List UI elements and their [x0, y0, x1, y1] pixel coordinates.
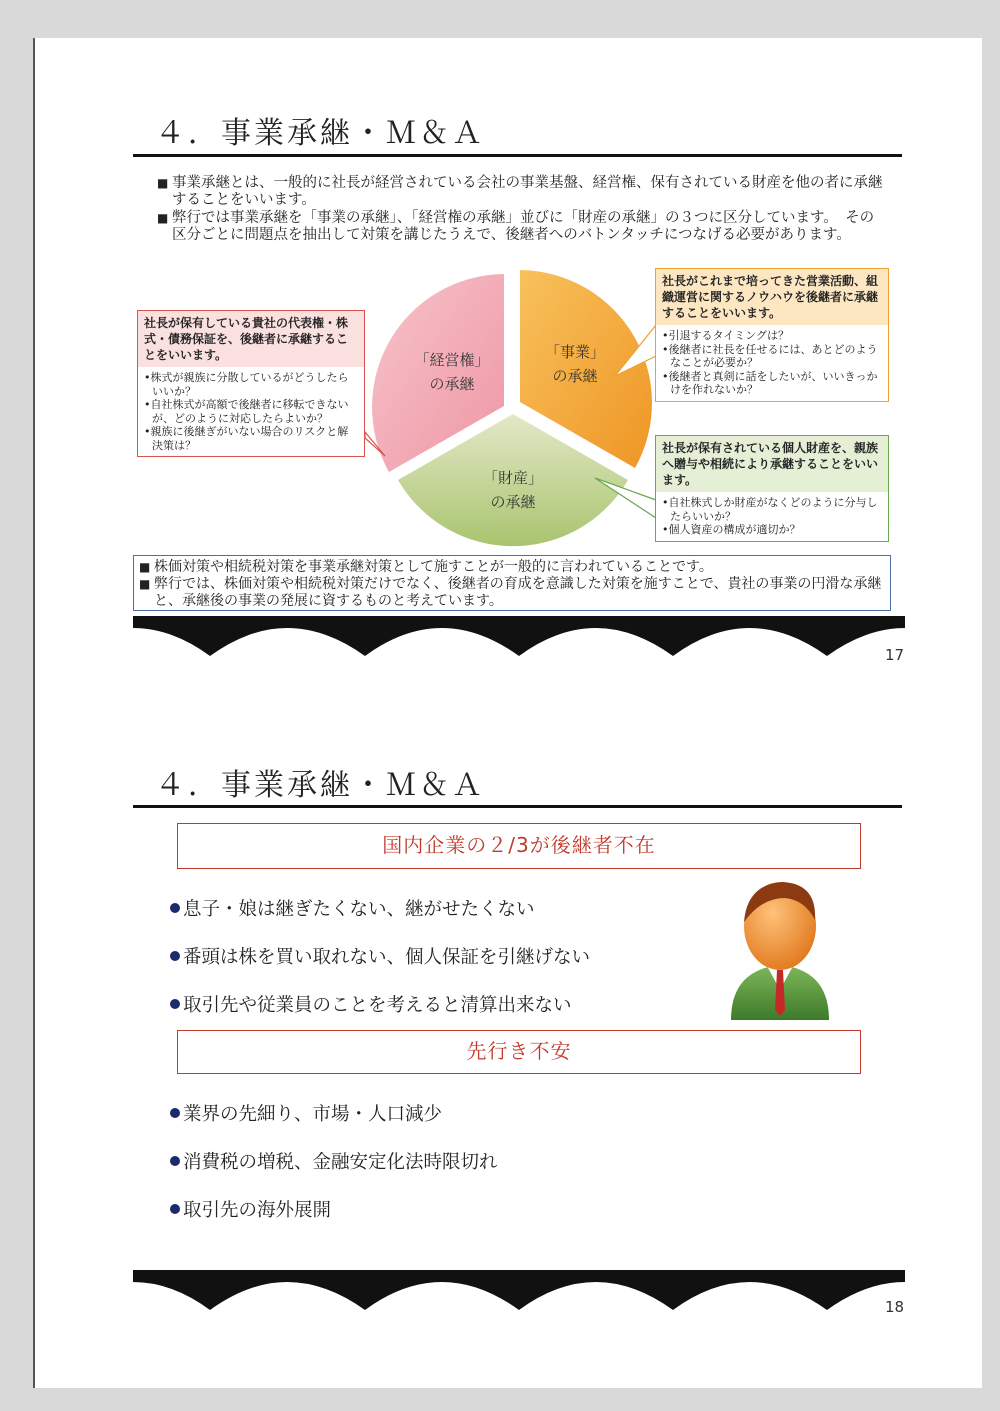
reason-item-3: 取引先や従業員のことを考えると清算出来ない — [170, 991, 572, 1017]
slide1-intro-2: ■ 弊行では事業承継を「事業の承継」、「経営権の承継」並びに「財産の承継」の３つに区分しています。 その区分ごとに問題点を抽出して対策を講じたうえで、後継者へのバトンタッチにつなげる必要があります。 — [157, 210, 875, 243]
slide2-title-rule — [133, 805, 902, 808]
bullet-dot-icon — [170, 1156, 180, 1166]
assets-issue-list — [656, 492, 888, 541]
reason-item-2: 番頭は株を買い取れない、個人保証を引継げない — [170, 943, 590, 969]
square-bullet-icon: ■ — [139, 560, 151, 574]
slide2-scalloped-footer — [133, 1270, 905, 1320]
square-bullet-icon: ■ — [157, 211, 169, 225]
reason-item-1: 息子・娘は継ぎたくない、継がせたくない — [170, 895, 535, 921]
list-item: •後継者に社長を任せるには、あとどのようなことが必要か？ — [662, 342, 878, 369]
uncertainty-item-2: 消費税の増税、金融安定化法時限切れ — [170, 1148, 498, 1174]
bullet-dot-icon — [170, 1108, 180, 1118]
summary-line-1: ■ 株価対策や相続税対策を事業承継対策として施すことが一般的に言われていることです。 — [139, 559, 713, 575]
businessman-icon — [725, 870, 835, 1025]
management-issue-list — [138, 367, 364, 456]
uncertainty-item-1: 業界の先細り、市場・人口減少 — [170, 1100, 442, 1126]
list-item: •引退するタイミングは？ — [662, 329, 790, 342]
pie-label-business: 「事業」 の承継 — [544, 343, 605, 385]
bullet-dot-icon — [170, 1204, 180, 1214]
list-item: •自社株式しか財産がなくどのように分与したらいいか？ — [662, 496, 878, 523]
bullet-dot-icon — [170, 903, 180, 913]
page-number-17: 17 — [885, 646, 905, 664]
slide1-summary-box — [133, 555, 891, 611]
slide2-title: ４．事業承継・Ｍ＆Ａ — [155, 768, 485, 803]
pie-label-assets: 「財産」 の承継 — [482, 469, 543, 511]
successor-absence-box: 国内企業の２/3が後継者不在 — [177, 823, 861, 869]
list-item: •個人資産の構成が適切か？ — [662, 523, 801, 536]
summary-line-2: ■ 弊行では、株価対策や相続税対策だけでなく、後継者の育成を意識した対策を施すことで、貴社の事業の円滑な承継と、承継後の事業の発展に資するものと考えています。 — [139, 576, 882, 609]
page-number-18: 18 — [885, 1298, 905, 1316]
square-bullet-icon: ■ — [139, 577, 151, 591]
slide1-intro-1: ■ 事業承継とは、一般的に社長が経営されている会社の事業基盤、経営権、保有されている財産を他の者に承継することをいいます。 — [157, 175, 883, 208]
list-item: •後継者と真剣に話をしたいが、いいきっかけを作れないか？ — [662, 369, 878, 396]
management-callout-box: 社長が保有している貴社の代表権・株式・債務保証を、後継者に承継することをいいます。 •株式が親族に分散しているがどうしたらいいか？ •自社株式が高額で後継者に移転できないが、どのように対応したらよいか？ •親族に後継ぎがいない場合のリスクと解決策は？ — [137, 310, 365, 457]
uncertainty-item-3: 取引先の海外展開 — [170, 1196, 331, 1222]
assets-callout-box: 社長が保有されている個人財産を、親族へ贈与や相続により承継することをいいます。 •自社株式しか財産がなくどのように分与したらいいか？ •個人資産の構成が適切か？ — [655, 435, 889, 542]
list-item: •自社株式が高額で後継者に移転できないが、どのように対応したらよいか？ — [144, 398, 349, 425]
business-callout-box: 社長がこれまで培ってきた営業活動、組織運営に関するノウハウを後継者に承継することをいいます。 •引退するタイミングは？ •後継者に社長を任せるには、あとどのようなことが必要か？ •後継者と真剣に話をしたいが、いいきっかけを作れないか？ — [655, 268, 889, 402]
list-item: •株式が親族に分散しているがどうしたらいいか？ — [144, 371, 349, 398]
bullet-dot-icon — [170, 999, 180, 1009]
pie-label-management: 「経営権」 の承継 — [414, 351, 490, 393]
slide1-scalloped-footer — [133, 616, 905, 666]
bullet-dot-icon — [170, 951, 180, 961]
slide1-title: ４．事業承継・Ｍ＆Ａ — [155, 116, 485, 151]
list-item: •親族に後継ぎがいない場合のリスクと解決策は？ — [144, 425, 349, 452]
business-issue-list — [656, 325, 888, 401]
uncertainty-box: 先行き不安 — [177, 1030, 861, 1074]
document-page — [33, 38, 982, 1388]
square-bullet-icon: ■ — [157, 176, 169, 190]
